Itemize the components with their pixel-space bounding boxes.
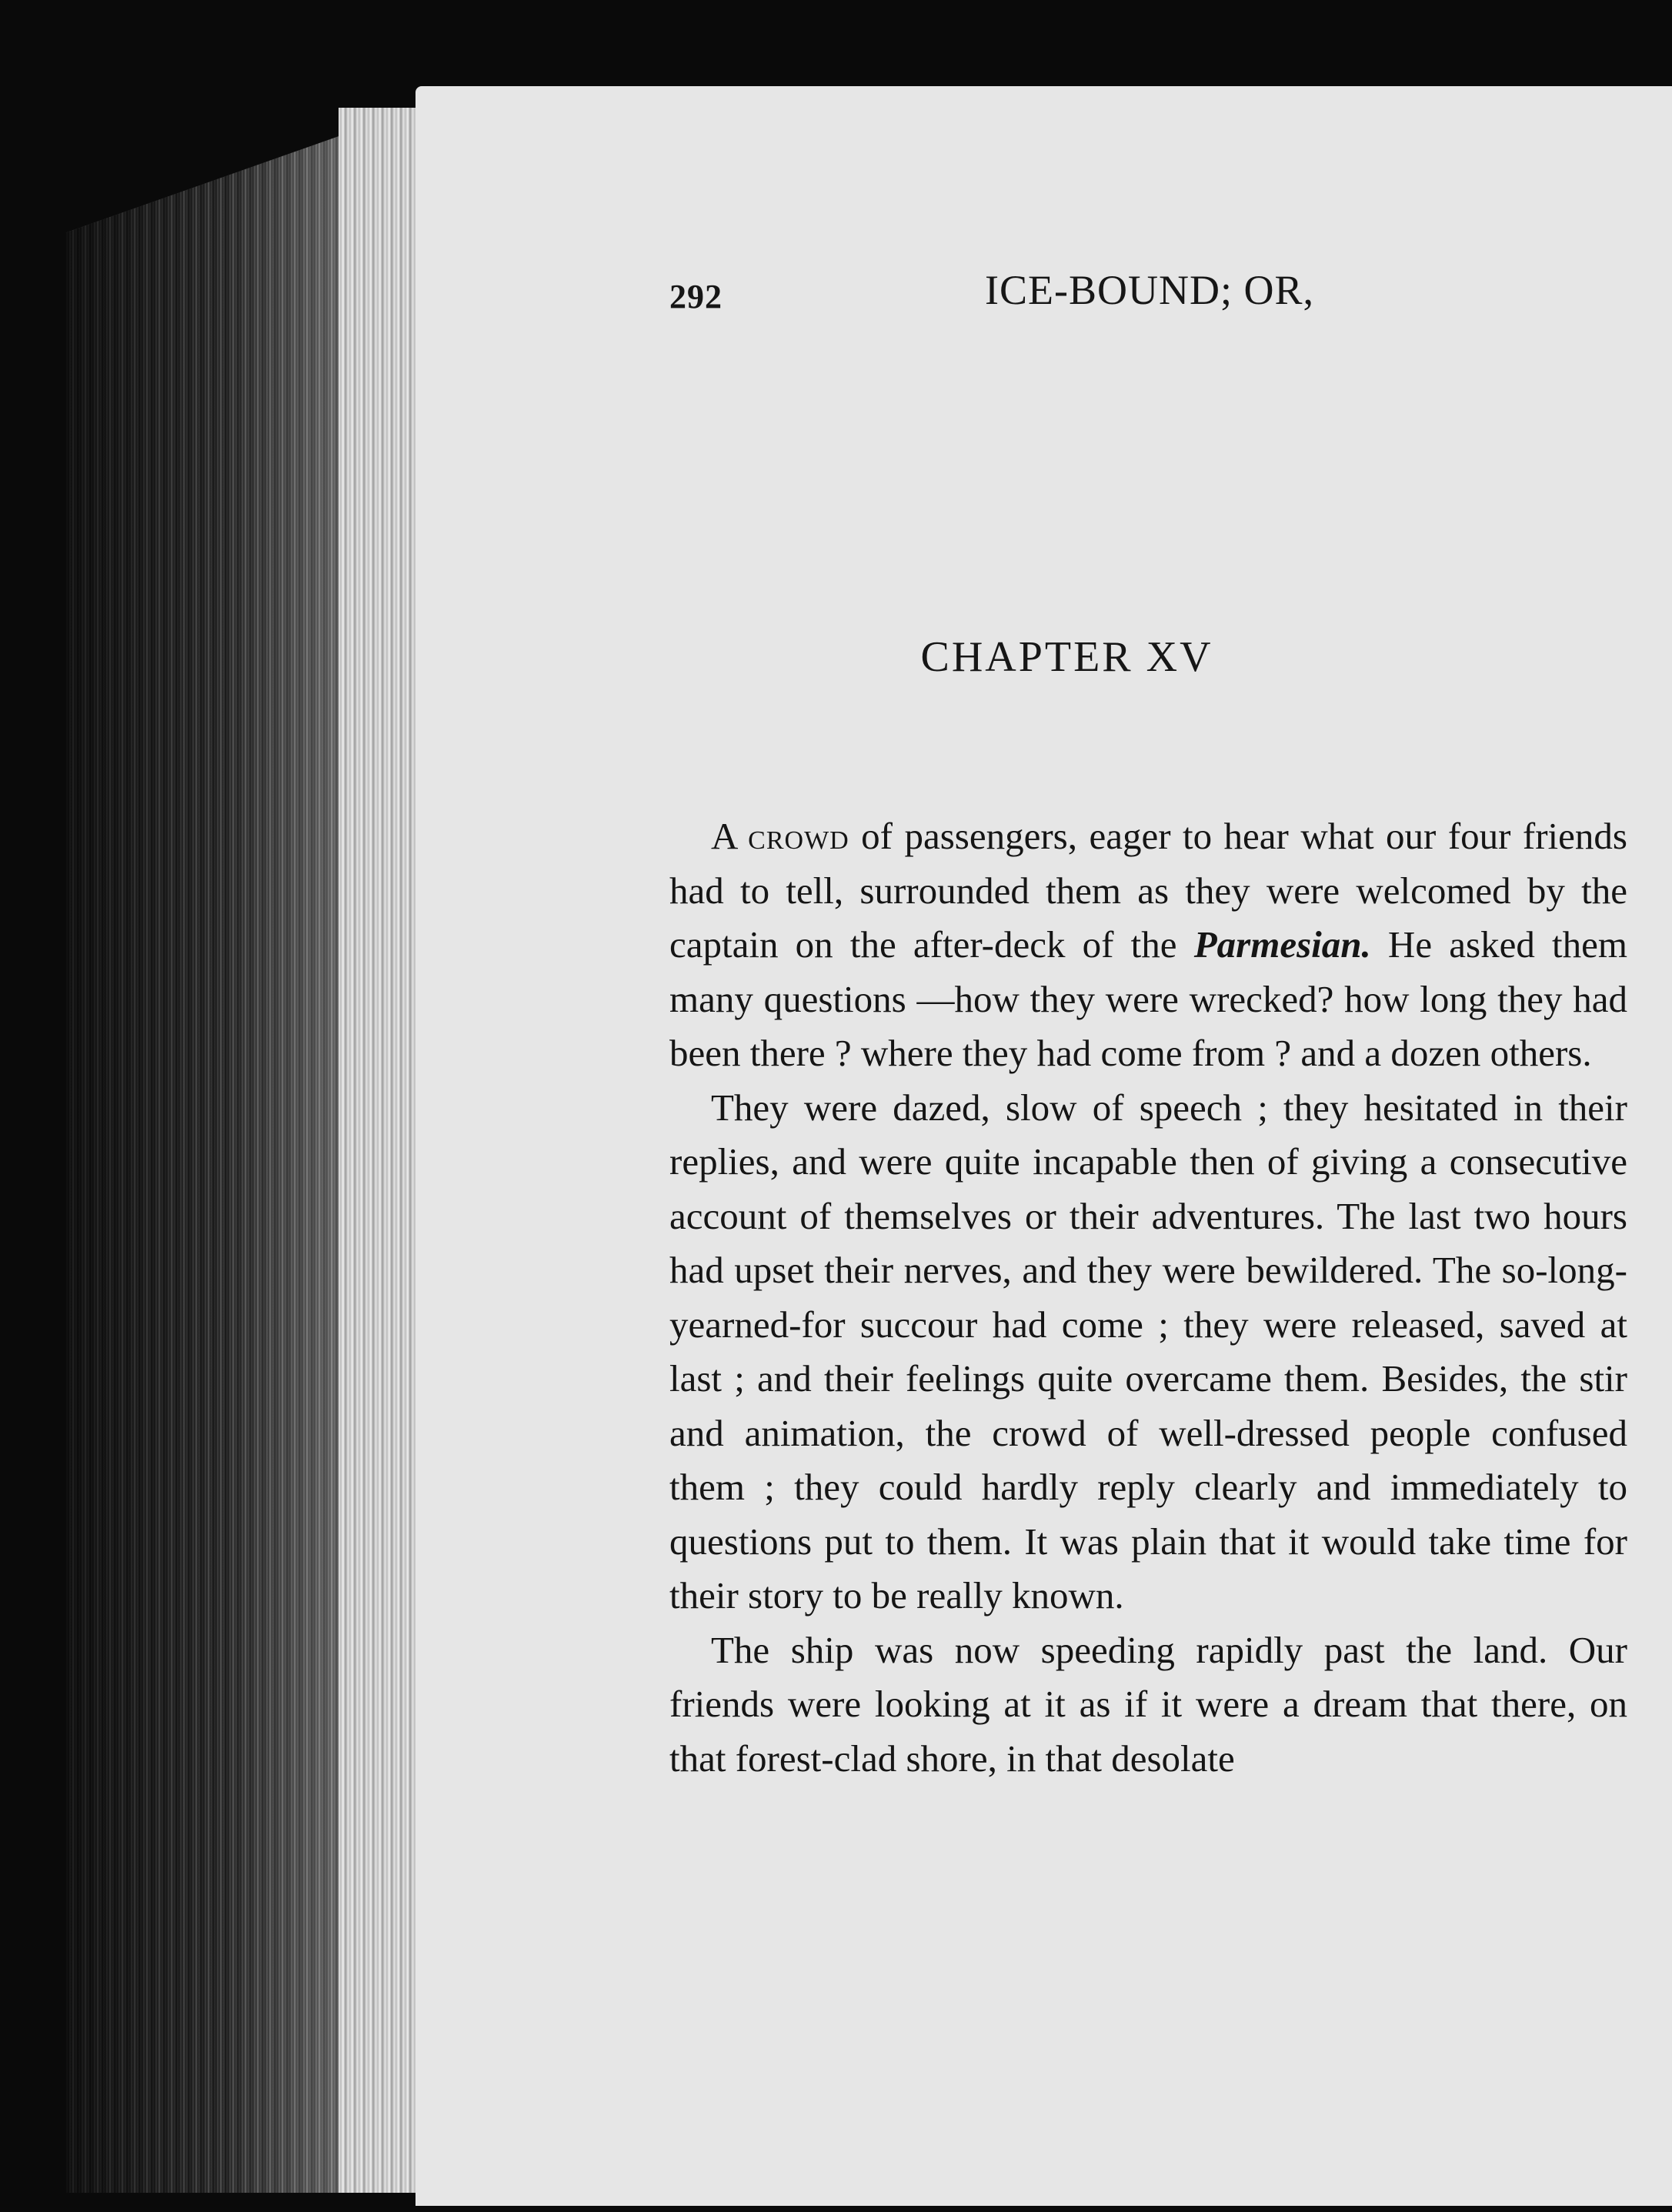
- paragraph: [669, 809, 1627, 1081]
- paragraph-text: He asked them many questions —how they were wrecked? how long they had been there ? where they had come from ? and a dozen others.: [669, 923, 1627, 1074]
- paragraph-opening-word: A: [711, 815, 736, 857]
- book-gutter: [339, 108, 423, 2193]
- paragraph: They were dazed, slow of speech ; they hesitated in their replies, and were quite incapable then of giving a consecutive account of themselves or their adventures. The last two hours had upset their nerves, and they were bewildered. The so-long-yearned-for succour had come ; they were released, saved at last ; and their feelings quite overcame them. Besides, the stir and animation, the crowd of well-dressed people confused them ; they could hardly reply clearly and immediately to questions put to them. It was plain that it would take time for their story to be really known.: [669, 1086, 1627, 1616]
- page: [415, 86, 1672, 2206]
- chapter-title: CHAPTER XV: [920, 633, 1213, 681]
- paragraph: The ship was now speeding rapidly past the land. Our friends were looking at it as if it were a dream that there, on that forest-clad shore, in that desolate: [669, 1628, 1627, 1780]
- paragraph-smallcaps-word: crowd: [748, 815, 849, 857]
- running-title: ICE-BOUND; OR,: [985, 267, 1314, 313]
- body-text: [669, 809, 1627, 1786]
- ship-name: Parmesian.: [1193, 923, 1371, 966]
- page-number: 292: [669, 278, 723, 315]
- paragraph-text: of passengers, eager to hear what our four friends had to tell, surrounded them as they were welcomed by the captain on the after-deck of the: [669, 815, 1627, 966]
